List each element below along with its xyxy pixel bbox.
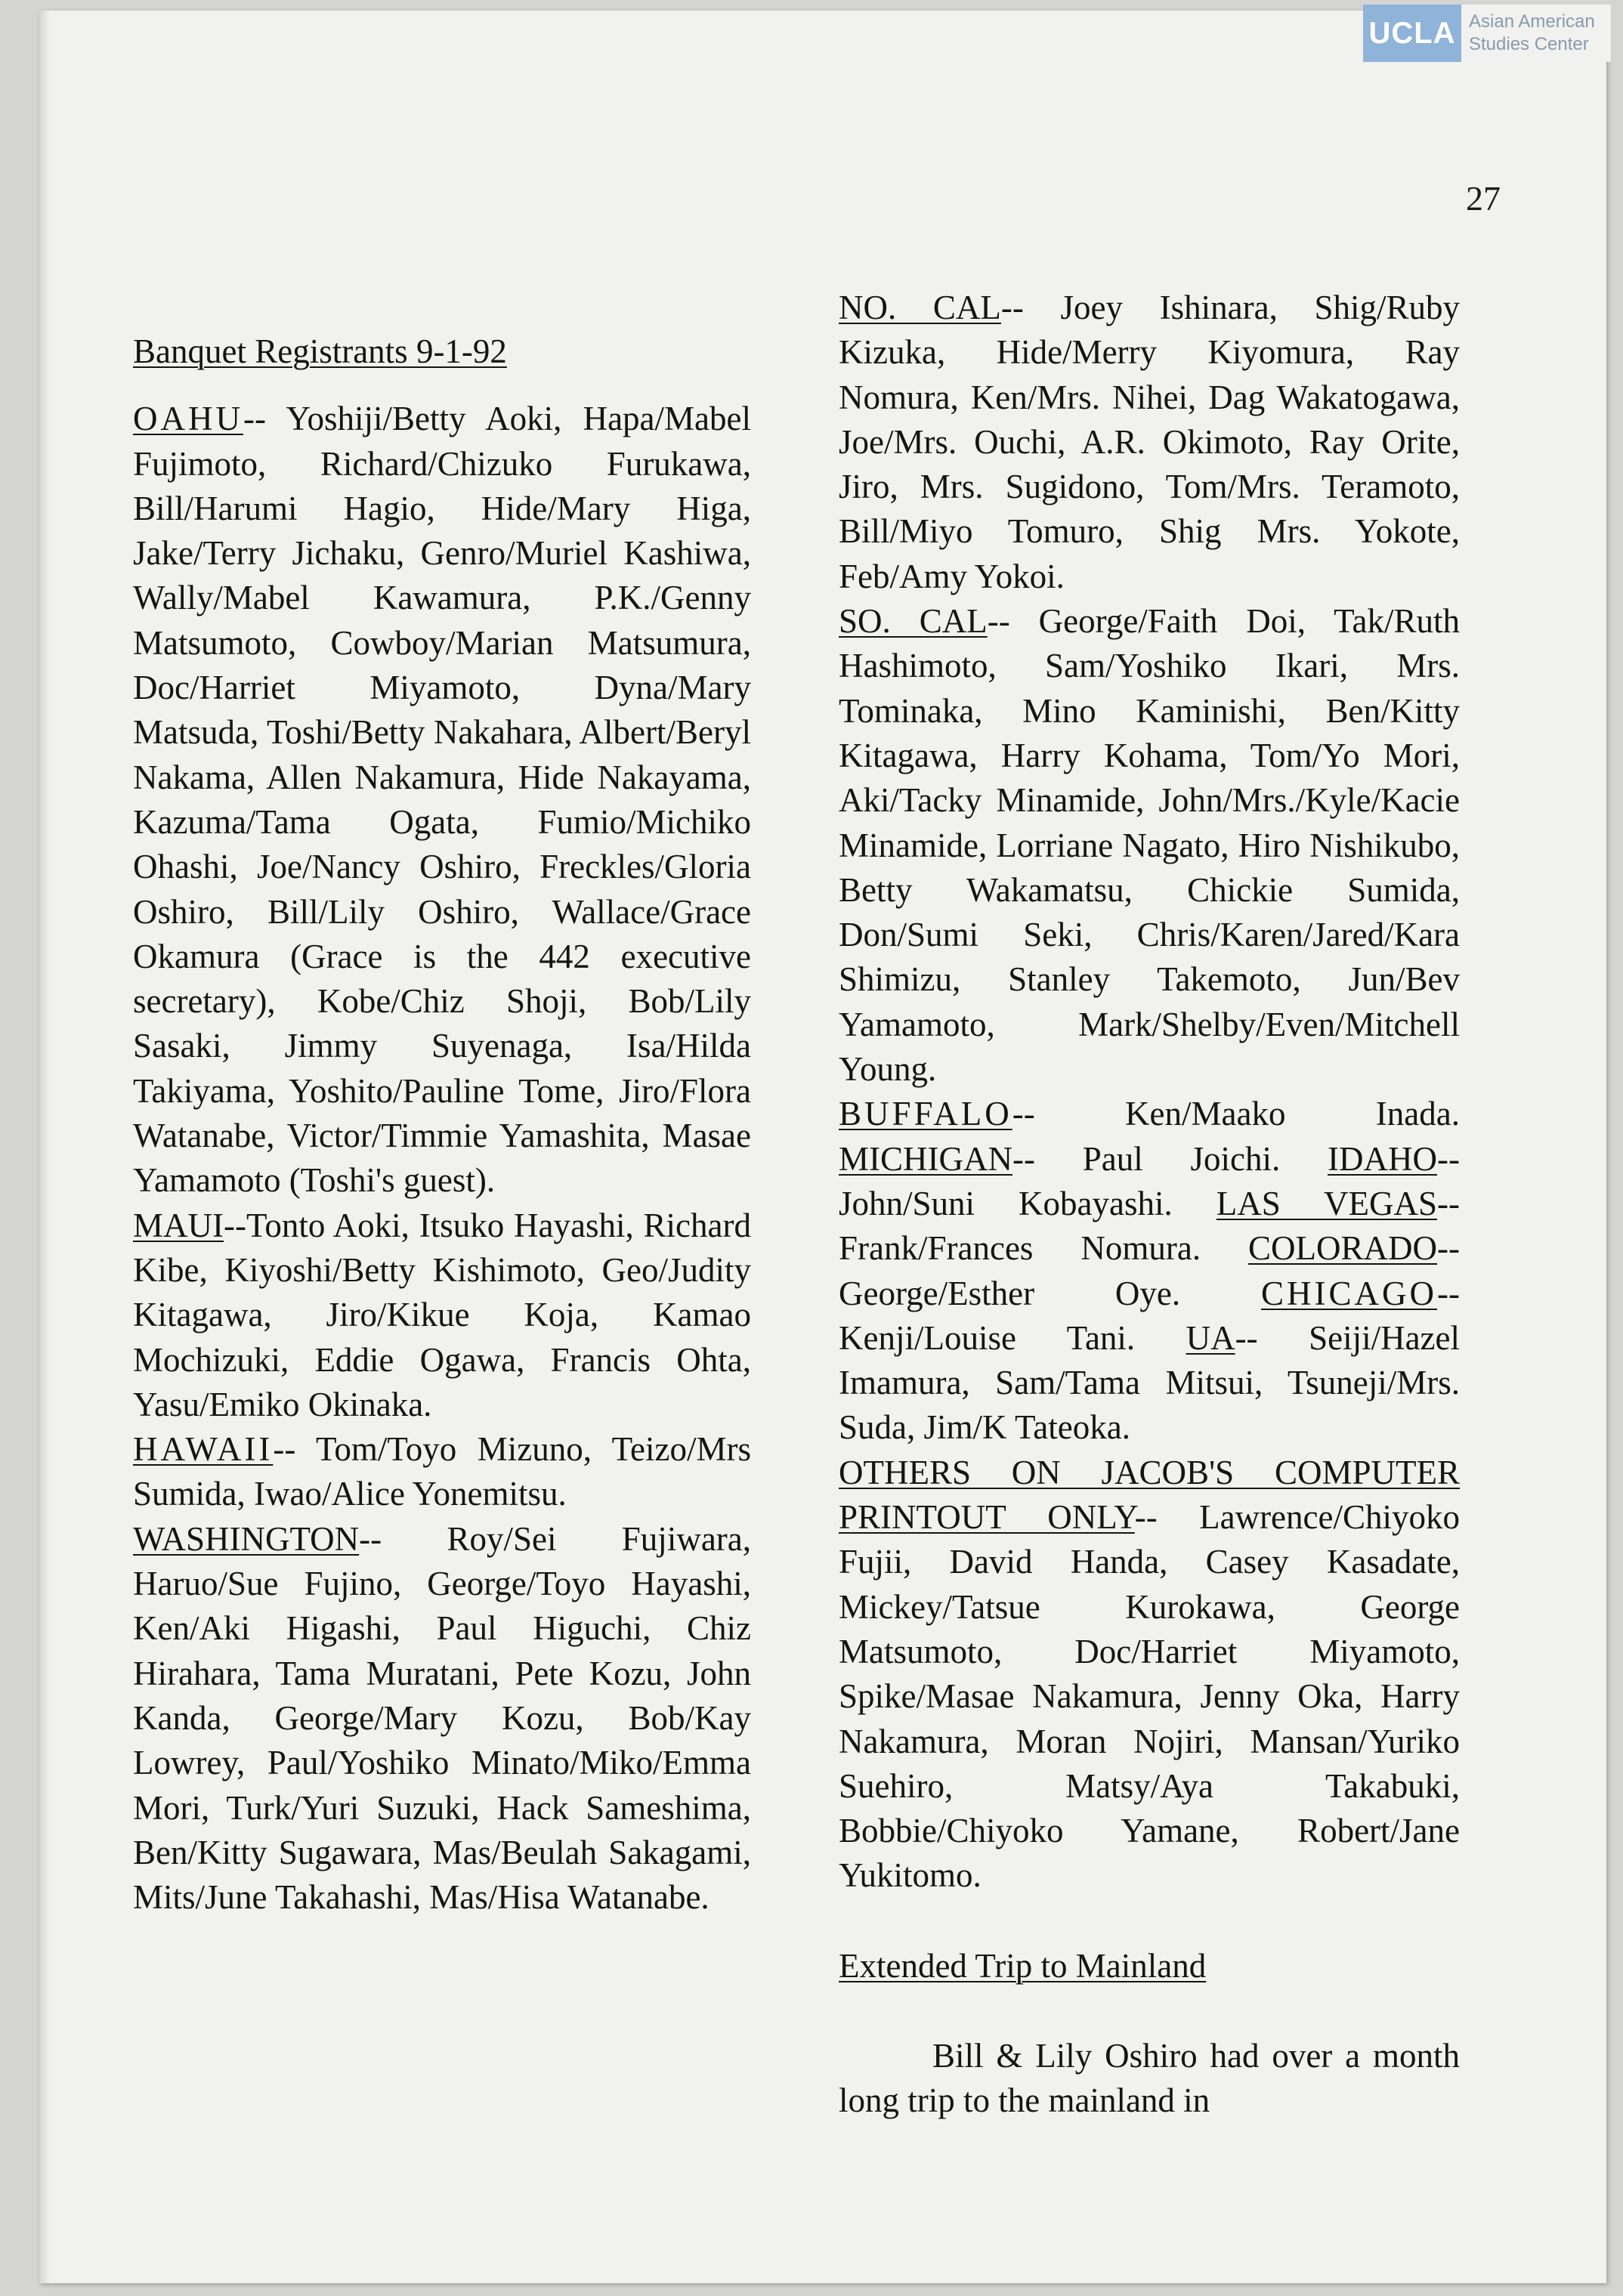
page-number: 27 bbox=[1466, 179, 1501, 218]
section-so-cal bbox=[839, 599, 1460, 1092]
section-heading: COLORADO bbox=[1248, 1229, 1438, 1268]
spacer bbox=[839, 1989, 1460, 2034]
section-names: Ken/Maako Inada. bbox=[1034, 1095, 1460, 1133]
section-names: Joey Ishinara, Shig/Ruby Kizuka, Hide/Merry Kiyomura, Ray Nomura, Ken/Mrs. Nihei, Dag Wakatogawa, Joe/Mrs. Ouchi, A.R. Okimoto, Ray Orite, Jiro, Mrs. Sugidono, Tom/Mrs. Teramoto, Bill/Miyo Tomuro, Shig Mrs. Yokote, Feb/Amy Yokoi. bbox=[839, 289, 1460, 595]
section-heading: BUFFALO bbox=[839, 1095, 1012, 1133]
text-run: -- bbox=[987, 602, 1010, 641]
text-run: -- bbox=[1437, 1184, 1460, 1222]
section-misc-states bbox=[839, 1092, 1460, 1450]
section-heading: NO. CAL bbox=[839, 289, 1001, 326]
section-names: Roy/Sei Fujiwara, Haruo/Sue Fujino, George/Toyo Hayashi, Ken/Aki Higashi, Paul Higuchi, Chiz Hirahara, Tama Muratani, Pete Kozu, John Kanda, George/Mary Kozu, Bob/Kay Lowrey, Paul/Yoshiko Minato/Miko/Emma Mori, Turk/Yuri Suzuki, Hack Sameshima, Ben/Kitty Sugawara, Mas/Beulah Sakagami, Mits/June Takahashi, Mas/Hisa Watanabe. bbox=[133, 1519, 751, 1917]
section-names: John/Suni Kobayashi. bbox=[839, 1184, 1216, 1222]
text-run: -- bbox=[1437, 1229, 1460, 1268]
section-names: Seiji/Hazel Imamura, Sam/Tama Mitsui, Tsuneji/Mrs. Suda, Jim/K Tateoka. bbox=[839, 1318, 1460, 1447]
subheading-extended-trip bbox=[839, 1944, 1460, 1989]
text-run: -- bbox=[1235, 1318, 1258, 1357]
text-run: -- bbox=[1012, 1139, 1035, 1178]
section-heading: CHICAGO bbox=[1261, 1274, 1438, 1312]
section-heading: WASHINGTON bbox=[133, 1519, 360, 1558]
right-column bbox=[839, 286, 1460, 2124]
section-names: Frank/Frances Nomura. bbox=[839, 1229, 1248, 1268]
page-binding-shadow bbox=[39, 11, 50, 2283]
text-run: -- bbox=[224, 1206, 246, 1244]
section-names: Tom/Toyo Mizuno, Teizo/Mrs Sumida, Iwao/Alice Yonemitsu. bbox=[133, 1430, 751, 1513]
section-heading: UA bbox=[1186, 1318, 1235, 1357]
section-names: Yoshiji/Betty Aoki, Hapa/Mabel Fujimoto, Richard/Chizuko Furukawa, Bill/Harumi Hagio, Hide/Mary Higa, Jake/Terry Jichaku, Genro/Muriel Kashiwa, Wally/Mabel Kawamura, P.K./Genny Matsumoto, Cowboy/Marian Matsumura, Doc/Harriet Miyamoto, Dyna/Mary Matsuda, Toshi/Betty Nakahara, Albert/Beryl Nakama, Allen Nakamura, Hide Nakayama, Kazuma/Tama Ogata, Fumio/Michiko Ohashi, Joe/Nancy Oshiro, Freckles/Gloria Oshiro, Bill/Lily Oshiro, Wallace/Grace Okamura (Grace is the 442 executive secretary), Kobe/Chiz Shoji, Bob/Lily Sasaki, Jimmy Suyenaga, Isa/Hilda Takiyama, Yoshito/Pauline Tome, Jiro/Flora Watanabe, Victor/Timmie Yamashita, Masae Yamamoto (Toshi's guest). bbox=[133, 400, 751, 1200]
section-others bbox=[839, 1451, 1460, 1899]
section-maui bbox=[133, 1204, 751, 1427]
section-heading: LAS VEGAS bbox=[1216, 1184, 1437, 1222]
text-run: Extended Trip to Mainland bbox=[839, 1946, 1207, 1985]
section-hawaii bbox=[133, 1427, 751, 1517]
aasc-line-1: Asian American bbox=[1469, 11, 1595, 32]
aasc-label bbox=[1461, 5, 1595, 62]
aasc-line-2: Studies Center bbox=[1469, 34, 1589, 54]
section-names: Lawrence/Chiyoko Fujii, David Handa, Casey Kasadate, Mickey/Tatsue Kurokawa, George Matsumoto, Doc/Harriet Miyamoto, Spike/Masae Nakamura, Jenny Oka, Harry Nakamura, Moran Nojiri, Mansan/Yuriko Suehiro, Matsy/Aya Takabuki, Bobbie/Chiyoko Yamane, Robert/Jane Yukitomo. bbox=[839, 1498, 1460, 1895]
section-names: George/Faith Doi, Tak/Ruth Hashimoto, Sam/Yoshiko Ikari, Mrs. Tominaka, Mino Kaminishi, Ben/Kitty Kitagawa, Harry Kohama, Tom/Yo Mori, Aki/Tacky Minamide, John/Mrs./Kyle/Kacie Minamide, Lorriane Nagato, Hiro Nishikubo, Betty Wakamatsu, Chickie Sumida, Don/Sumi Seki, Chris/Karen/Jared/Kara Shimizu, Stanley Takemoto, Jun/Bev Yamamoto, Mark/Shelby/Even/Mitchell Young. bbox=[839, 602, 1460, 1089]
text-run: -- bbox=[243, 400, 266, 438]
text-run: -- bbox=[1012, 1095, 1035, 1133]
section-heading: MAUI bbox=[133, 1206, 224, 1244]
banquet-title bbox=[133, 329, 751, 374]
text-run: -- bbox=[1000, 289, 1024, 326]
text-run: -- bbox=[1437, 1274, 1460, 1312]
trip-paragraph: Bill & Lily Oshiro had over a month long trip to the mainland in bbox=[839, 2036, 1460, 2120]
section-heading: OAHU bbox=[133, 400, 243, 438]
text-run: -- bbox=[273, 1430, 296, 1469]
text-run: -- bbox=[359, 1519, 382, 1558]
section-names: Tonto Aoki, Itsuko Hayashi, Richard Kibe, Kiyoshi/Betty Kishimoto, Geo/Judity Kitagawa, Jiro/Kikue Koja, Kamao Mochizuki, Eddie Ogawa, Francis Ohta, Yasu/Emiko Okinaka. bbox=[133, 1206, 751, 1423]
section-heading: HAWAII bbox=[133, 1430, 274, 1469]
left-column bbox=[133, 329, 751, 1920]
section-names: Paul Joichi. bbox=[1034, 1139, 1328, 1178]
text-run: -- bbox=[1134, 1498, 1158, 1537]
ucla-logo: UCLA bbox=[1363, 5, 1461, 62]
section-heading: OTHERS ON JACOB'S COMPUTER PRINTOUT ONLY bbox=[839, 1453, 1460, 1537]
section-names: Kenji/Louise Tani. bbox=[839, 1318, 1186, 1357]
section-heading: MICHIGAN bbox=[839, 1139, 1012, 1178]
section-heading: SO. CAL bbox=[839, 602, 988, 641]
section-heading: IDAHO bbox=[1328, 1139, 1438, 1178]
ucla-aasc-badge bbox=[1363, 5, 1611, 62]
section-no-cal bbox=[839, 286, 1460, 599]
spacer bbox=[839, 1899, 1460, 1944]
text-run: Banquet Registrants 9-1-92 bbox=[133, 332, 507, 370]
text-run: -- bbox=[1437, 1139, 1460, 1178]
section-names: George/Esther Oye. bbox=[839, 1274, 1261, 1312]
section-oahu bbox=[133, 397, 751, 1203]
section-washington bbox=[133, 1517, 751, 1921]
